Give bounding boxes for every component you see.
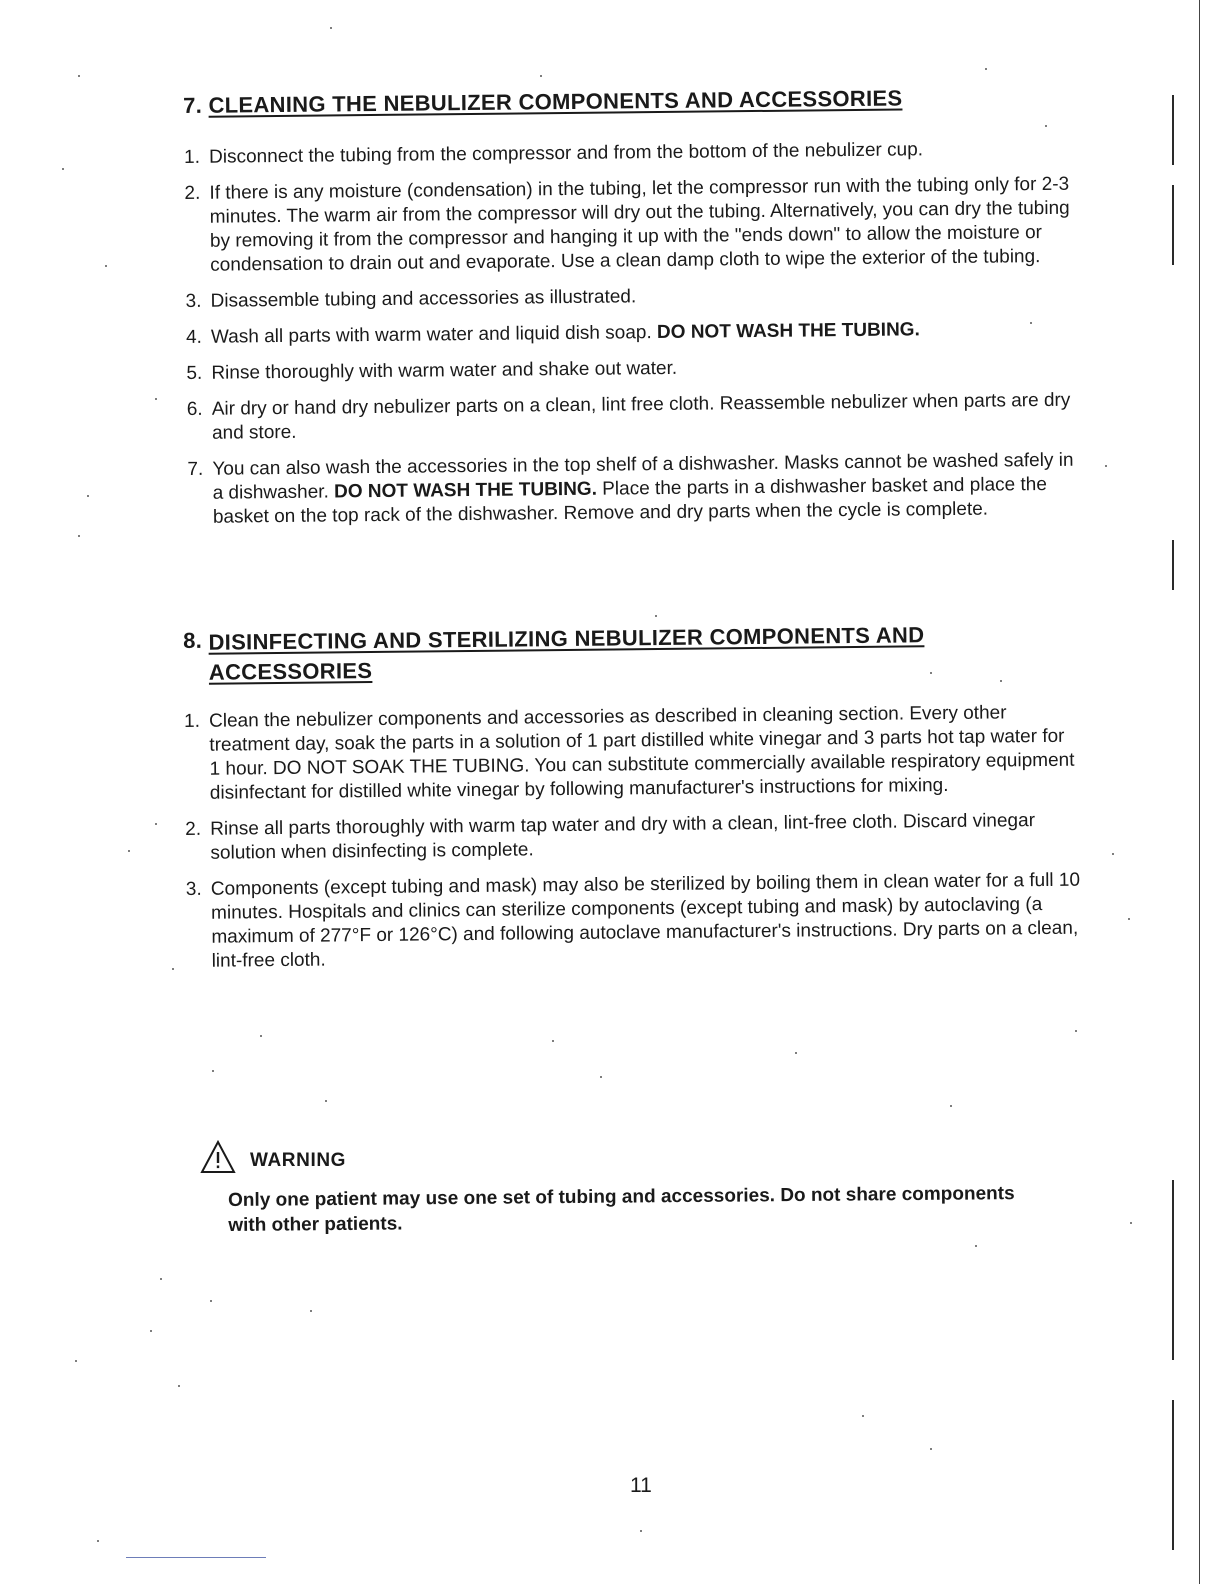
step-number: 4. [185, 326, 202, 348]
scan-edge-line [1172, 540, 1174, 590]
list-item [187, 449, 1083, 530]
step-number: 7. [187, 458, 204, 480]
scan-speck [930, 1448, 932, 1450]
list-item [184, 173, 1080, 278]
scan-speck [640, 1530, 642, 1532]
step-number: 2. [184, 182, 201, 204]
warning-box [200, 1138, 1020, 1238]
scan-speck [1130, 1222, 1132, 1224]
step-number: 6. [186, 398, 203, 420]
section-8-steps [184, 701, 1082, 986]
section-8-number: 8. [183, 627, 203, 653]
scan-speck [862, 1415, 864, 1417]
scan-speck [540, 75, 542, 77]
scan-speck [97, 1540, 99, 1542]
list-item [185, 809, 1080, 866]
scan-speck [62, 168, 64, 170]
step-text: You can also wash the accessories in the top shelf of a dishwasher. Masks cannot be washed safely in a dishwasher. [212, 449, 1074, 504]
scan-speck [655, 615, 657, 617]
section-8-heading [183, 619, 1084, 688]
list-item [187, 389, 1082, 446]
list-item [186, 281, 1081, 314]
step-text: Disconnect the tubing from the compressor and from the bottom of the nebulizer cup. [209, 139, 924, 168]
step-text: Air dry or hand dry nebulizer parts on a clean, lint free cloth. Reassemble nebulizer when parts are dry and store. [211, 389, 1071, 444]
step-number: 3. [185, 878, 202, 900]
scan-edge-line [1172, 1400, 1174, 1550]
step-text-continued: Place the parts in a dishwasher basket and place the basket on the top rack of the dishwasher. Remove and dry parts when the cycle is complete. [212, 473, 1047, 528]
step-number: 3. [185, 290, 202, 312]
scan-speck [160, 1278, 162, 1280]
warning-triangle-icon [200, 1140, 236, 1174]
scan-speck [105, 265, 107, 267]
scan-speck [325, 1100, 327, 1102]
scan-speck [552, 1040, 554, 1042]
scan-speck [600, 1076, 602, 1078]
scan-speck [1045, 125, 1047, 127]
step-text: Rinse all parts thoroughly with warm tap water and dry with a clean, lint-free cloth. Discard vinegar solution when disinfecting is complete. [210, 810, 1036, 864]
scan-speck [87, 495, 89, 497]
step-text: If there is any moisture (condensation) in the tubing, let the compressor run with the tubing only for 2-3 minutes. The warm air from the compressor will dry out the tubing. Alternatively, you can dry the tubing by removing it from the compressor and hanging it up with the "ends down" to allow the moisture or condensation to drain out and evaporate. Use a clean damp cloth to wipe the exterior of the tubing. [209, 173, 1070, 276]
warning-text: Only one patient may use one set of tubing and accessories. Do not share components with other patients. [228, 1183, 1015, 1236]
scan-edge-line [1199, 0, 1200, 1584]
section-8-title: DISINFECTING AND STERILIZING NEBULIZER COMPONENTS AND ACCESSORIES [208, 622, 925, 685]
scan-edge-line [1172, 1180, 1174, 1360]
step-text: Rinse thoroughly with warm water and shake out water. [211, 357, 678, 384]
scan-edge-line [1172, 95, 1174, 165]
bottom-rule [126, 1557, 266, 1558]
step-number: 5. [186, 362, 203, 384]
scan-speck [210, 1300, 212, 1302]
scan-speck [172, 968, 174, 970]
scan-speck [1105, 465, 1107, 467]
page-number: 11 [630, 1474, 652, 1497]
step-text: Clean the nebulizer components and accessories as described in cleaning section. Every other treatment day, soak the parts in a solution of 1 part distilled white vinegar and 3 parts hot tap water for 1 hour. DO NOT SOAK THE TUBING. You can substitute commercially available respiratory equipment disinfectant for distilled white vinegar by following manufacturer's instructions for mixing. [209, 702, 1075, 804]
scan-speck [1112, 853, 1114, 855]
list-item [186, 317, 1081, 350]
step-number: 1. [184, 710, 201, 732]
scan-speck [260, 1035, 262, 1037]
scan-speck [985, 68, 987, 70]
scan-speck [212, 1070, 214, 1072]
step-text: Disassemble tubing and accessories as illustrated. [210, 286, 637, 312]
list-item [186, 353, 1081, 386]
scan-speck [795, 1052, 797, 1054]
scan-speck [155, 398, 157, 400]
scan-speck [310, 1310, 312, 1312]
list-item [186, 869, 1082, 974]
scan-speck [78, 75, 80, 77]
scan-speck [75, 1360, 77, 1362]
scan-speck [1128, 918, 1130, 920]
scan-speck [78, 535, 80, 537]
warning-header [200, 1138, 1020, 1174]
step-text: Wash all parts with warm water and liquid dish soap. [210, 322, 652, 348]
scan-speck [155, 823, 157, 825]
scan-speck [1030, 322, 1032, 324]
scan-speck [128, 850, 130, 852]
scan-speck [930, 672, 932, 674]
warning-label: WARNING [250, 1150, 347, 1171]
list-item [184, 701, 1080, 806]
step-emphasis: DO NOT WASH THE TUBING. [656, 319, 920, 344]
step-emphasis: DO NOT WASH THE TUBING. [333, 478, 598, 503]
section-7-steps [184, 137, 1083, 542]
scan-speck [950, 1105, 952, 1107]
scan-speck [1075, 1030, 1077, 1032]
list-item [184, 137, 1079, 170]
step-text: Components (except tubing and mask) may also be sterilized by boiling them in clean water for a full 10 minutes. Hospitals and clinics can sterilize components (except tubing and mask) by autoclaving (a maximum of 277°F or 126°C) and following autoclave manufacturer's instructions. Dry parts on a clean, lint-free cloth. [210, 869, 1081, 972]
section-7-number: 7. [183, 92, 203, 118]
scan-speck [975, 1245, 977, 1247]
scan-speck [178, 1385, 180, 1387]
scan-speck [150, 1330, 152, 1332]
step-number: 2. [185, 818, 202, 840]
section-7-heading [183, 84, 1083, 119]
scan-edge-line [1172, 185, 1174, 265]
section-7-title: CLEANING THE NEBULIZER COMPONENTS AND ACCESSORIES [208, 85, 903, 118]
scan-speck [330, 27, 332, 29]
scan-speck [1000, 680, 1002, 682]
step-number: 1. [184, 146, 201, 168]
